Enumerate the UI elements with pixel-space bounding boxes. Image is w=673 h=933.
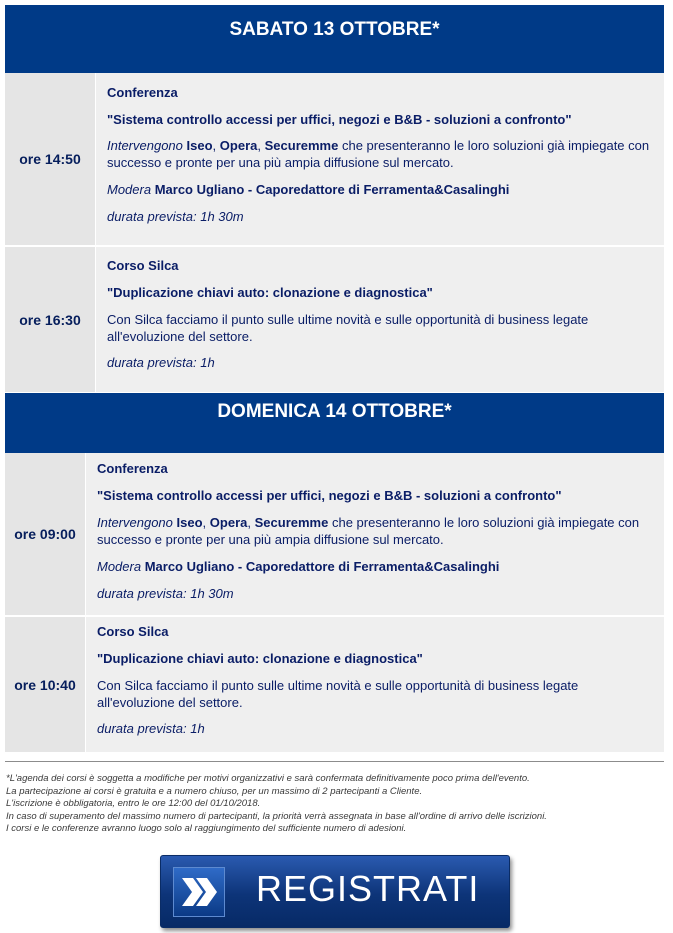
- footnote: In caso di superamento del massimo numero di partecipanti, la priorità verrà assegnata in base all'ordine di arrivo delle iscrizioni.: [6, 810, 547, 822]
- event-type: Corso Silca: [97, 624, 169, 639]
- event-title: "Duplicazione chiavi auto: clonazione e diagnostica": [107, 285, 433, 300]
- footnote: L'iscrizione è obbligatoria, entro le ore 12:00 del 01/10/2018.: [6, 798, 261, 809]
- event-duration: durata prevista: 1h: [107, 355, 215, 370]
- speaker: Iseo: [186, 138, 213, 153]
- event-time: ore 14:50: [5, 73, 95, 245]
- event-title: "Sistema controllo accessi per uffici, negozi e B&B - soluzioni a confronto": [97, 488, 562, 503]
- event-type: Conferenza: [107, 85, 178, 100]
- event-duration: durata prevista: 1h 30m: [107, 209, 244, 224]
- day-header-sunday: [5, 393, 664, 453]
- event-speakers: Intervengono Iseo, Opera, Securemme che presenteranno le loro soluzioni già impiegate con successo e pronte per una più ampia diffusione sul mercato.: [97, 515, 640, 547]
- event-type: Corso Silca: [107, 258, 179, 273]
- event-speakers: Intervengono Iseo, Opera, Securemme che presenteranno le loro soluzioni già impiegate con successo e pronte per una più ampia diffusione sul mercato.: [107, 138, 650, 170]
- event-row: [5, 247, 664, 392]
- double-chevron-right-icon: [173, 867, 225, 917]
- event-moderator: [97, 559, 499, 574]
- speaker: Securemme: [254, 515, 329, 530]
- event-row: [5, 453, 664, 615]
- day-title: SABATO 13 OTTOBRE*: [229, 19, 440, 40]
- speakers-desc: che presenteranno le loro soluzioni già impiegate con successo e pronte per una più ampia diffusione sul mercato.: [97, 515, 640, 547]
- event-details: [86, 453, 664, 615]
- event-title: "Sistema controllo accessi per uffici, negozi e B&B - soluzioni a confronto": [107, 112, 572, 127]
- speaker: Opera: [219, 138, 258, 153]
- event-time: ore 10:40: [5, 617, 85, 752]
- moderator-intro: Modera: [97, 559, 142, 574]
- event-moderator: [107, 182, 509, 197]
- event-details: [96, 247, 664, 392]
- moderator-intro: Modera: [107, 182, 152, 197]
- schedule-saturday: [5, 73, 664, 392]
- speaker: Iseo: [176, 515, 203, 530]
- schedule-sunday: [5, 453, 664, 752]
- event-description: Con Silca facciamo il punto sulle ultime novità e sulle opportunità di business legate all'evoluzione del settore.: [97, 678, 579, 710]
- speakers-intro: Intervengono: [107, 138, 183, 153]
- event-details: [96, 73, 664, 245]
- day-header-saturday: [5, 5, 664, 73]
- register-button-label: REGISTRATI: [256, 868, 480, 909]
- day-title: DOMENICA 14 OTTOBRE*: [217, 401, 452, 422]
- event-row: [5, 73, 664, 245]
- speaker: Opera: [209, 515, 248, 530]
- event-row: [5, 617, 664, 752]
- register-button[interactable]: [160, 855, 510, 928]
- moderator-name: Marco Ugliano - Caporedattore di Ferramenta&Casalinghi: [154, 182, 510, 197]
- event-title: "Duplicazione chiavi auto: clonazione e diagnostica": [97, 651, 423, 666]
- speaker: Securemme: [264, 138, 339, 153]
- event-duration: durata prevista: 1h 30m: [97, 586, 234, 601]
- event-details: [86, 617, 664, 752]
- event-type: Conferenza: [97, 461, 168, 476]
- footnote: I corsi e le conferenze avranno luogo solo al raggiungimento del sufficiente numero di adesioni.: [6, 823, 407, 834]
- footnote: La partecipazione ai corsi è gratuita e a numero chiuso, per un massimo di 2 partecipanti a Cliente.: [6, 785, 423, 797]
- event-time: ore 16:30: [5, 247, 95, 392]
- footnotes: [6, 773, 666, 836]
- event-duration: durata prevista: 1h: [97, 721, 205, 736]
- event-description: Con Silca facciamo il punto sulle ultime novità e sulle opportunità di business legate all'evoluzione del settore.: [107, 312, 589, 344]
- speakers-desc: che presenteranno le loro soluzioni già impiegate con successo e pronte per una più ampia diffusione sul mercato.: [107, 138, 650, 170]
- speakers-intro: Intervengono: [97, 515, 173, 530]
- moderator-name: Marco Ugliano - Caporedattore di Ferramenta&Casalinghi: [144, 559, 500, 574]
- divider: [5, 761, 664, 762]
- event-time: ore 09:00: [5, 453, 85, 615]
- footnote: *L'agenda dei corsi è soggetta a modifiche per motivi organizzativi e sarà confermata definitivamente poco prima dell'evento.: [6, 773, 530, 784]
